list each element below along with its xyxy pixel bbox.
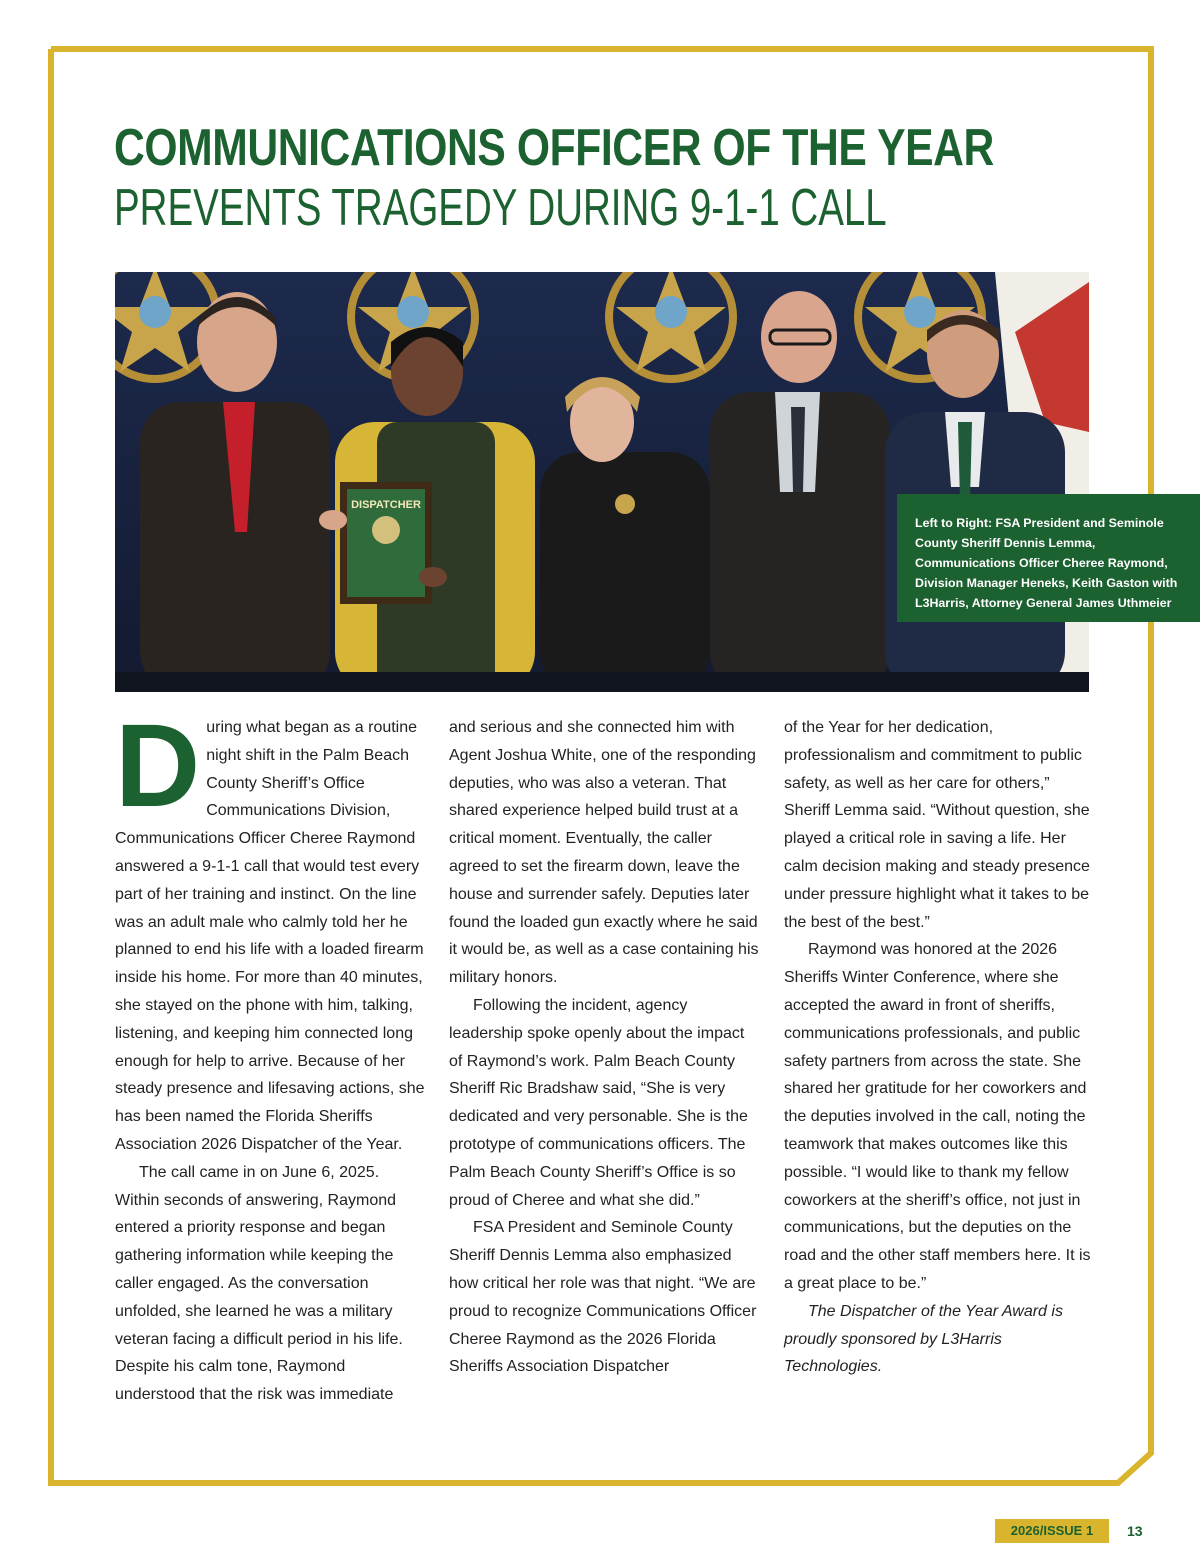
article-column-3 — [784, 714, 1094, 1381]
article-paragraph: Raymond was honored at the 2026 Sheriffs Winter Conference, where she accepted the award in front of sheriffs, communications professionals, and public safety partners from across the state. She shared her gratitude for her coworkers and the deputies involved in the call, noting the teamwork that makes outcomes like this possible. “I would like to thank my fellow coworkers at the sheriff’s office, not just in communications, but the deputies on the road and the other staff members here. It is a great place to be.” — [784, 941, 1091, 1292]
subheadline: PREVENTS TRAGEDY DURING 9-1-1 CALL — [114, 179, 887, 237]
article-paragraph: Following the incident, agency leadership spoke openly about the impact of Raymond’s work. Palm Beach County Sheriff Ric Bradshaw said, “She is very dedicated and very personable. She is the prototype of communications officers. The Palm Beach County Sheriff’s Office is so proud of Cheree and what she did.” — [449, 996, 748, 1209]
plaque-title: DISPATCHER — [351, 499, 421, 511]
article-paragraph: uring what began as a routine night shift in the Palm Beach County Sheriff’s Office Communications Division, Communications Officer Cheree Raymond answered a 9-1-1 call that would test every part of her training and instinct. On the line was an adult male who calmly told her he planned to end his life with a loaded firearm inside his home. For more than 40 minutes, she stayed on the phone with him, talking, listening, and keeping him connected long enough for help to arrive. Because of her steady presence and lifesaving actions, she has been named the Florida Sheriffs Association 2026 Dispatcher of the Year. — [115, 719, 425, 1153]
award-photo — [115, 272, 1089, 692]
headline: COMMUNICATIONS OFFICER OF THE YEAR — [114, 119, 994, 177]
drop-cap: D — [115, 700, 201, 832]
article-paragraph: of the Year for her dedication, professionalism and commitment to public safety, as well as her care for others,” Sheriff Lemma said. “Without question, she played a critical role in saving a life. Her calm decision making and steady presence under pressure highlight what it takes to be the best of the best.” — [784, 719, 1090, 931]
article-paragraph: The call came in on June 6, 2025. Within seconds of answering, Raymond entered a priority response and began gathering information while keeping the caller engaged. As the conversation unfolded, she learned he was a military veteran facing a difficult period in his life. Despite his calm tone, Raymond understood that the risk was immediate — [115, 1163, 403, 1404]
article-paragraph: FSA President and Seminole County Sheriff Dennis Lemma also emphasized how critical her role was that night. “We are proud to recognize Communications Officer Cheree Raymond as the 2026 Florida Sheriffs Association Dispatcher — [449, 1219, 757, 1376]
article-column-2 — [449, 714, 759, 1381]
photo-illustration — [115, 272, 1089, 692]
sponsor-note: The Dispatcher of the Year Award is proudly sponsored by L3Harris Technologies. — [784, 1302, 1063, 1376]
issue-badge: 2026/ISSUE 1 — [995, 1519, 1109, 1543]
page-number: 13 — [1127, 1523, 1143, 1539]
article-column-1 — [115, 700, 425, 1409]
article-paragraph: and serious and she connected him with Agent Joshua White, one of the responding deputies, who was also a veteran. That shared experience helped build trust at a critical moment. Eventually, the caller agreed to set the firearm down, leave the house and surrender safely. Deputies later found the loaded gun exactly where he said it would be, as well as a case containing his military honors. — [449, 719, 759, 987]
photo-caption: Left to Right: FSA President and Seminole County Sheriff Dennis Lemma, Communications Officer Cheree Raymond, Division Manager Heneks, Keith Gaston with L3Harris, Attorney General James Uthmeier — [897, 494, 1200, 622]
